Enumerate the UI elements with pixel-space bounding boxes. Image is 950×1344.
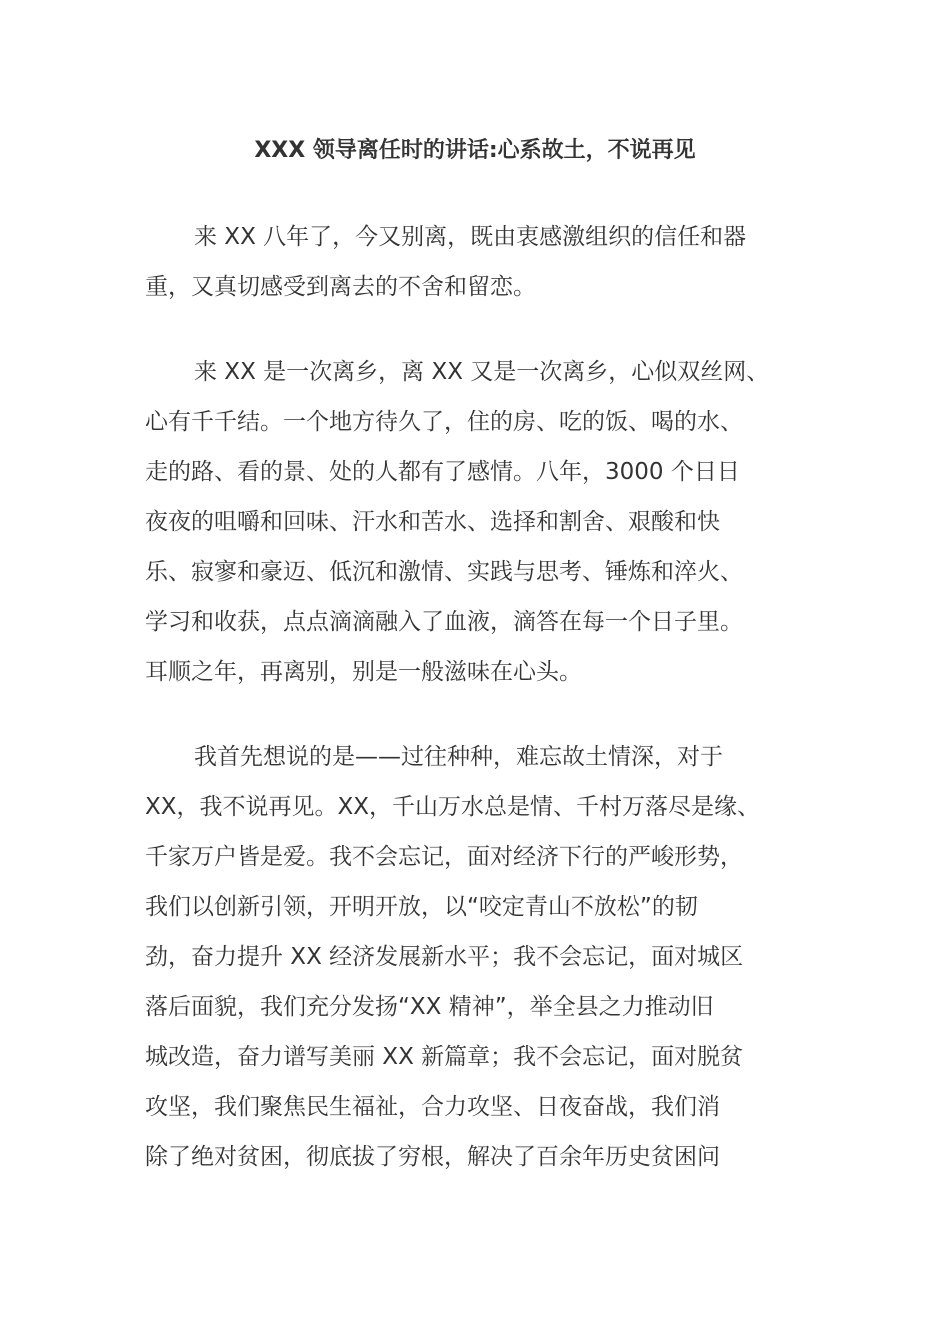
paragraph-1-line-2: 重，又真切感受到离去的不舍和留恋。 [145,274,536,300]
paragraph-2-line-2: 心有千千结。一个地方待久了，住的房、吃的饭、喝的水、 [145,409,743,435]
paragraph-3-line-1: 我首先想说的是——过往种种，难忘故土情深，对于 [194,744,723,770]
paragraph-3-line-6: 落后面貌，我们充分发扬“XX 精神”，举全县之力推动旧 [145,994,714,1020]
paragraph-3-line-2: XX，我不说再见。XX，千山万水总是情、千村万落尽是缘、 [145,794,761,820]
document-title: XXX 领导离任时的讲话:心系故土，不说再见 [254,138,696,163]
paragraph-3-line-5: 劲，奋力提升 XX 经济发展新水平；我不会忘记，面对城区 [145,944,744,970]
paragraph-2-line-5: 乐、寂寥和豪迈、低沉和激情、实践与思考、锤炼和淬火、 [145,559,743,585]
paragraph-2-line-3: 走的路、看的景、处的人都有了感情。八年，3000 个日日 [145,459,740,485]
paragraph-3-line-4: 我们以创新引领，开明开放，以“咬定青山不放松”的韧 [145,894,698,920]
paragraph-2-line-7: 耳顺之年，再离别，别是一般滋味在心头。 [145,659,582,685]
paragraph-3-line-8: 攻坚，我们聚焦民生福祉，合力攻坚、日夜奋战，我们消 [145,1094,720,1120]
paragraph-2-line-6: 学习和收获，点点滴滴融入了血液，滴答在每一个日子里。 [145,609,743,635]
paragraph-3-line-7: 城改造，奋力谱写美丽 XX 新篇章；我不会忘记，面对脱贫 [145,1044,744,1070]
paragraph-3-line-9: 除了绝对贫困，彻底拔了穷根，解决了百余年历史贫困问 [145,1144,720,1170]
paragraph-3-line-3: 千家万户皆是爱。我不会忘记，面对经济下行的严峻形势， [145,844,743,870]
paragraph-1-line-1: 来 XX 八年了，今又别离，既由衷感激组织的信任和器 [194,224,747,250]
paragraph-2-line-1: 来 XX 是一次离乡，离 XX 又是一次离乡，心似双丝网、 [194,359,770,385]
paragraph-2-line-4: 夜夜的咀嚼和回味、汗水和苦水、选择和割舍、艰酸和快 [145,509,720,535]
